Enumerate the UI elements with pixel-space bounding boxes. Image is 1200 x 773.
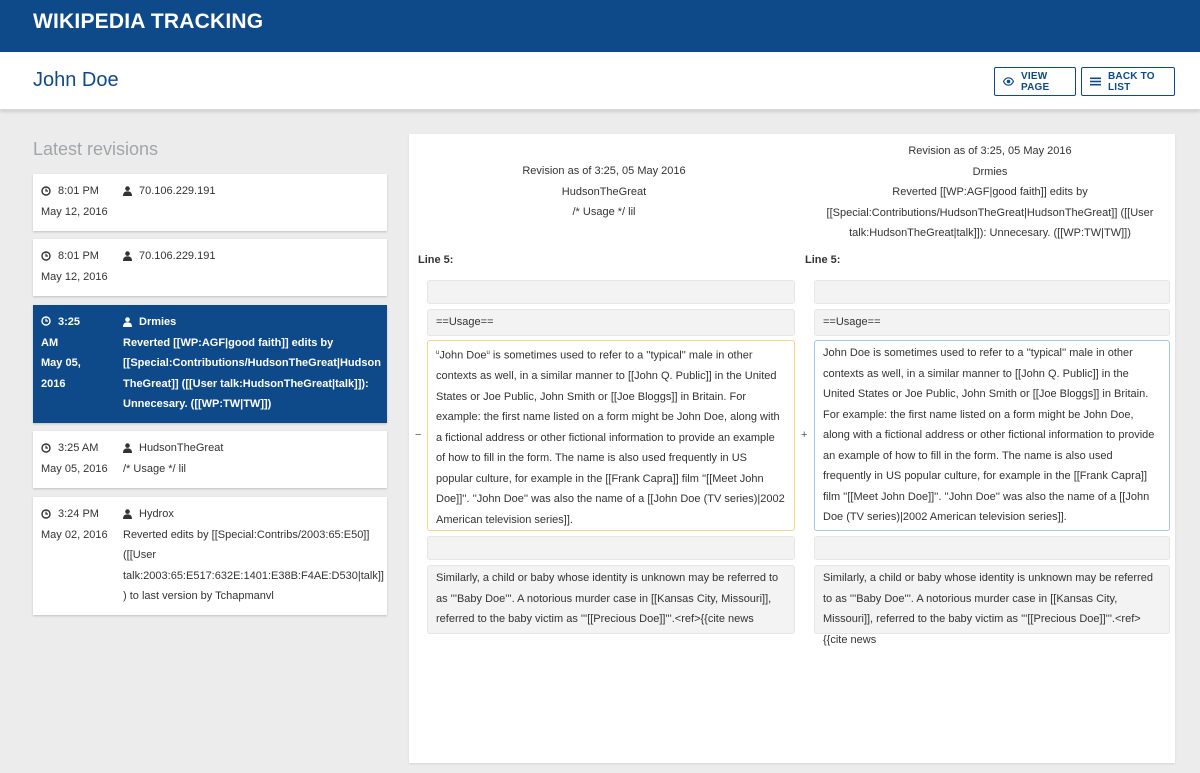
page-title: John Doe bbox=[33, 69, 119, 91]
revision-time: 3:25 AM bbox=[58, 442, 99, 454]
changed-word: John Doe bbox=[439, 349, 487, 362]
revision-date: May 05, 2016 bbox=[41, 357, 81, 390]
diff-panel bbox=[409, 134, 1175, 763]
revision-user: Drmies bbox=[139, 316, 177, 328]
revision-item[interactable] bbox=[33, 239, 387, 296]
revision-item[interactable] bbox=[33, 497, 387, 615]
revision-comment: Reverted [[WP:AGF|good faith]] edits by [[Special:Contributions/HudsonTheGreat|HudsonTheGreat]] ([[User talk:HudsonTheGreat|talk]]): Unnecesary. ([[WP:TW|TW]]) bbox=[123, 336, 381, 410]
revision-time: 3:24 PM bbox=[58, 508, 99, 520]
addition-marker: + bbox=[801, 429, 808, 441]
user-icon bbox=[123, 317, 132, 327]
clock-icon bbox=[41, 186, 51, 196]
left-usage-context: ==Usage== bbox=[427, 309, 795, 336]
left-trailing-context: Similarly, a child or baby whose identity is unknown may be referred to as '''Baby Doe'''. A notorious murder case in [[Kansas City, Missouri]], referred to the baby victim as '''[[Precious Doe]]'''.<ref>{{cite news bbox=[427, 565, 795, 634]
view-page-button[interactable] bbox=[994, 67, 1076, 96]
right-empty-context bbox=[814, 536, 1170, 560]
eye-icon bbox=[1003, 77, 1014, 86]
right-revision-meta bbox=[814, 141, 1166, 244]
revision-user: HudsonTheGreat bbox=[139, 442, 224, 454]
revision-time: 8:01 PM bbox=[58, 250, 99, 262]
left-empty-context bbox=[427, 536, 795, 560]
user-icon bbox=[123, 509, 132, 519]
revision-user: 70.106.229.191 bbox=[139, 250, 216, 262]
right-revision-user[interactable]: Drmies bbox=[972, 165, 1008, 178]
left-revision-heading: Revision as of 3:25, 05 May 2016 bbox=[522, 165, 686, 177]
back-to-list-label: BACK TO LIST bbox=[1108, 70, 1155, 93]
added-line-block: John Doe is sometimes used to refer to a ''typical'' male in other contexts as well, in a similar manner to [[John Q. Public]] in the United States or Joe Public, John Smith or [[Joe Bloggs]] in Britain. For example: the first name listed on a form might be John Doe, along with a fictional address or other fictional information to provide an example of how to fill in the form. The name is also used frequently in US popular culture, for example in the [[Frank Capra]] film ''[[Meet John Doe]]''. ''John Doe'' was also the name of a [[John Doe (TV series)|2002 American television series]]. bbox=[814, 340, 1170, 531]
top-navbar bbox=[0, 0, 1200, 52]
revision-time: 3:25 AM bbox=[41, 316, 81, 349]
user-icon bbox=[123, 251, 132, 261]
revision-comment: Reverted edits by [[Special:Contribs/2003:65:E50]] ([[User talk:2003:65:E517:632E:1401:E38B:F4AE:D530|talk]]) to last version by Tchapmanvl bbox=[123, 528, 384, 602]
revision-time: 8:01 PM bbox=[58, 185, 99, 197]
left-line-number: Line 5: bbox=[418, 254, 454, 266]
right-line-number: Line 5: bbox=[805, 254, 841, 266]
inserted-char: u bbox=[436, 350, 440, 356]
clock-icon bbox=[41, 509, 51, 519]
right-usage-context: ==Usage== bbox=[814, 309, 1170, 336]
clock-icon bbox=[41, 443, 51, 453]
clock-icon bbox=[41, 251, 51, 261]
revision-date: May 02, 2016 bbox=[41, 528, 108, 541]
user-icon bbox=[123, 443, 132, 453]
right-revision-heading: Revision as of 3:25, 05 May 2016 bbox=[908, 145, 1072, 157]
revision-comment: /* Usage */ lil bbox=[123, 462, 186, 475]
right-trailing-context: Similarly, a child or baby whose identity is unknown may be referred to as '''Baby Doe'''. A notorious murder case in [[Kansas City, Missouri]], referred to the baby victim as '''[[Precious Doe]]'''.<ref>{{cite news bbox=[814, 565, 1170, 634]
right-revision-comment: Reverted [[WP:AGF|good faith]] edits by [[Special:Contributions/HudsonTheGreat|HudsonTheGreat]] ([[User talk:HudsonTheGreat|talk]]): Unnecesary. ([[WP:TW|TW]]) bbox=[826, 186, 1154, 239]
app-title[interactable]: WIKIPEDIA TRACKING bbox=[33, 10, 264, 33]
revision-date: May 05, 2016 bbox=[41, 462, 108, 475]
revision-item[interactable] bbox=[33, 431, 387, 488]
user-icon bbox=[123, 186, 132, 196]
left-revision-meta bbox=[509, 161, 699, 223]
clock-icon bbox=[41, 316, 51, 326]
view-page-label: VIEW PAGE bbox=[1021, 70, 1050, 93]
list-icon bbox=[1090, 77, 1101, 86]
revision-item[interactable] bbox=[33, 174, 387, 231]
right-empty-context bbox=[814, 280, 1170, 304]
revision-date: May 12, 2016 bbox=[41, 205, 108, 218]
left-revision-user[interactable]: HudsonTheGreat bbox=[561, 185, 647, 198]
deleted-line-text: is sometimes used to refer to a ''typical'' male in other contexts as well, in a similar manner to [[John Q. Public]] in the United States or Joe Public, John Smith or [[Joe Bloggs]] in Britain. For example: the first name listed on a form might be John Doe, along with a fictional address or other fictional information to provide an example of how to fill in the form. The name is also used frequently in US popular culture, for example in the [[Frank Capra]] film ''[[Meet John Doe]]''. ''John Doe'' was also the name of a [[John Doe (TV series)|2002 American television series]]. bbox=[436, 349, 785, 526]
deleted-line-block: $^u$John Doe$^u$ is sometimes used to refer to a ''typical'' male in other contexts as well, in a similar manner to [[John Q. Public]] in the United States or Joe Public, John Smith or [[Joe Bloggs]] in Britain. For example: the first name listed on a form might be John Doe, along with a fictional address or other fictional information to provide an example of how to fill in the form. The name is also used frequently in US popular culture, for example in the [[Frank Capra]] film ''[[Meet John Doe]]''. ''John Doe'' was also the name of a [[John Doe (TV series)|2002 American television series]]. bbox=[427, 340, 795, 531]
revision-item-selected[interactable] bbox=[33, 305, 387, 423]
page-header bbox=[0, 52, 1200, 110]
revision-user: Hydrox bbox=[139, 508, 174, 520]
back-to-list-button[interactable] bbox=[1081, 67, 1175, 96]
deletion-marker: − bbox=[415, 429, 422, 441]
left-revision-comment: /* Usage */ lil bbox=[572, 206, 636, 218]
revision-date: May 12, 2016 bbox=[41, 270, 108, 283]
left-empty-context bbox=[427, 280, 795, 304]
sidebar-title: Latest revisions bbox=[33, 139, 159, 159]
revision-user: 70.106.229.191 bbox=[139, 185, 216, 197]
